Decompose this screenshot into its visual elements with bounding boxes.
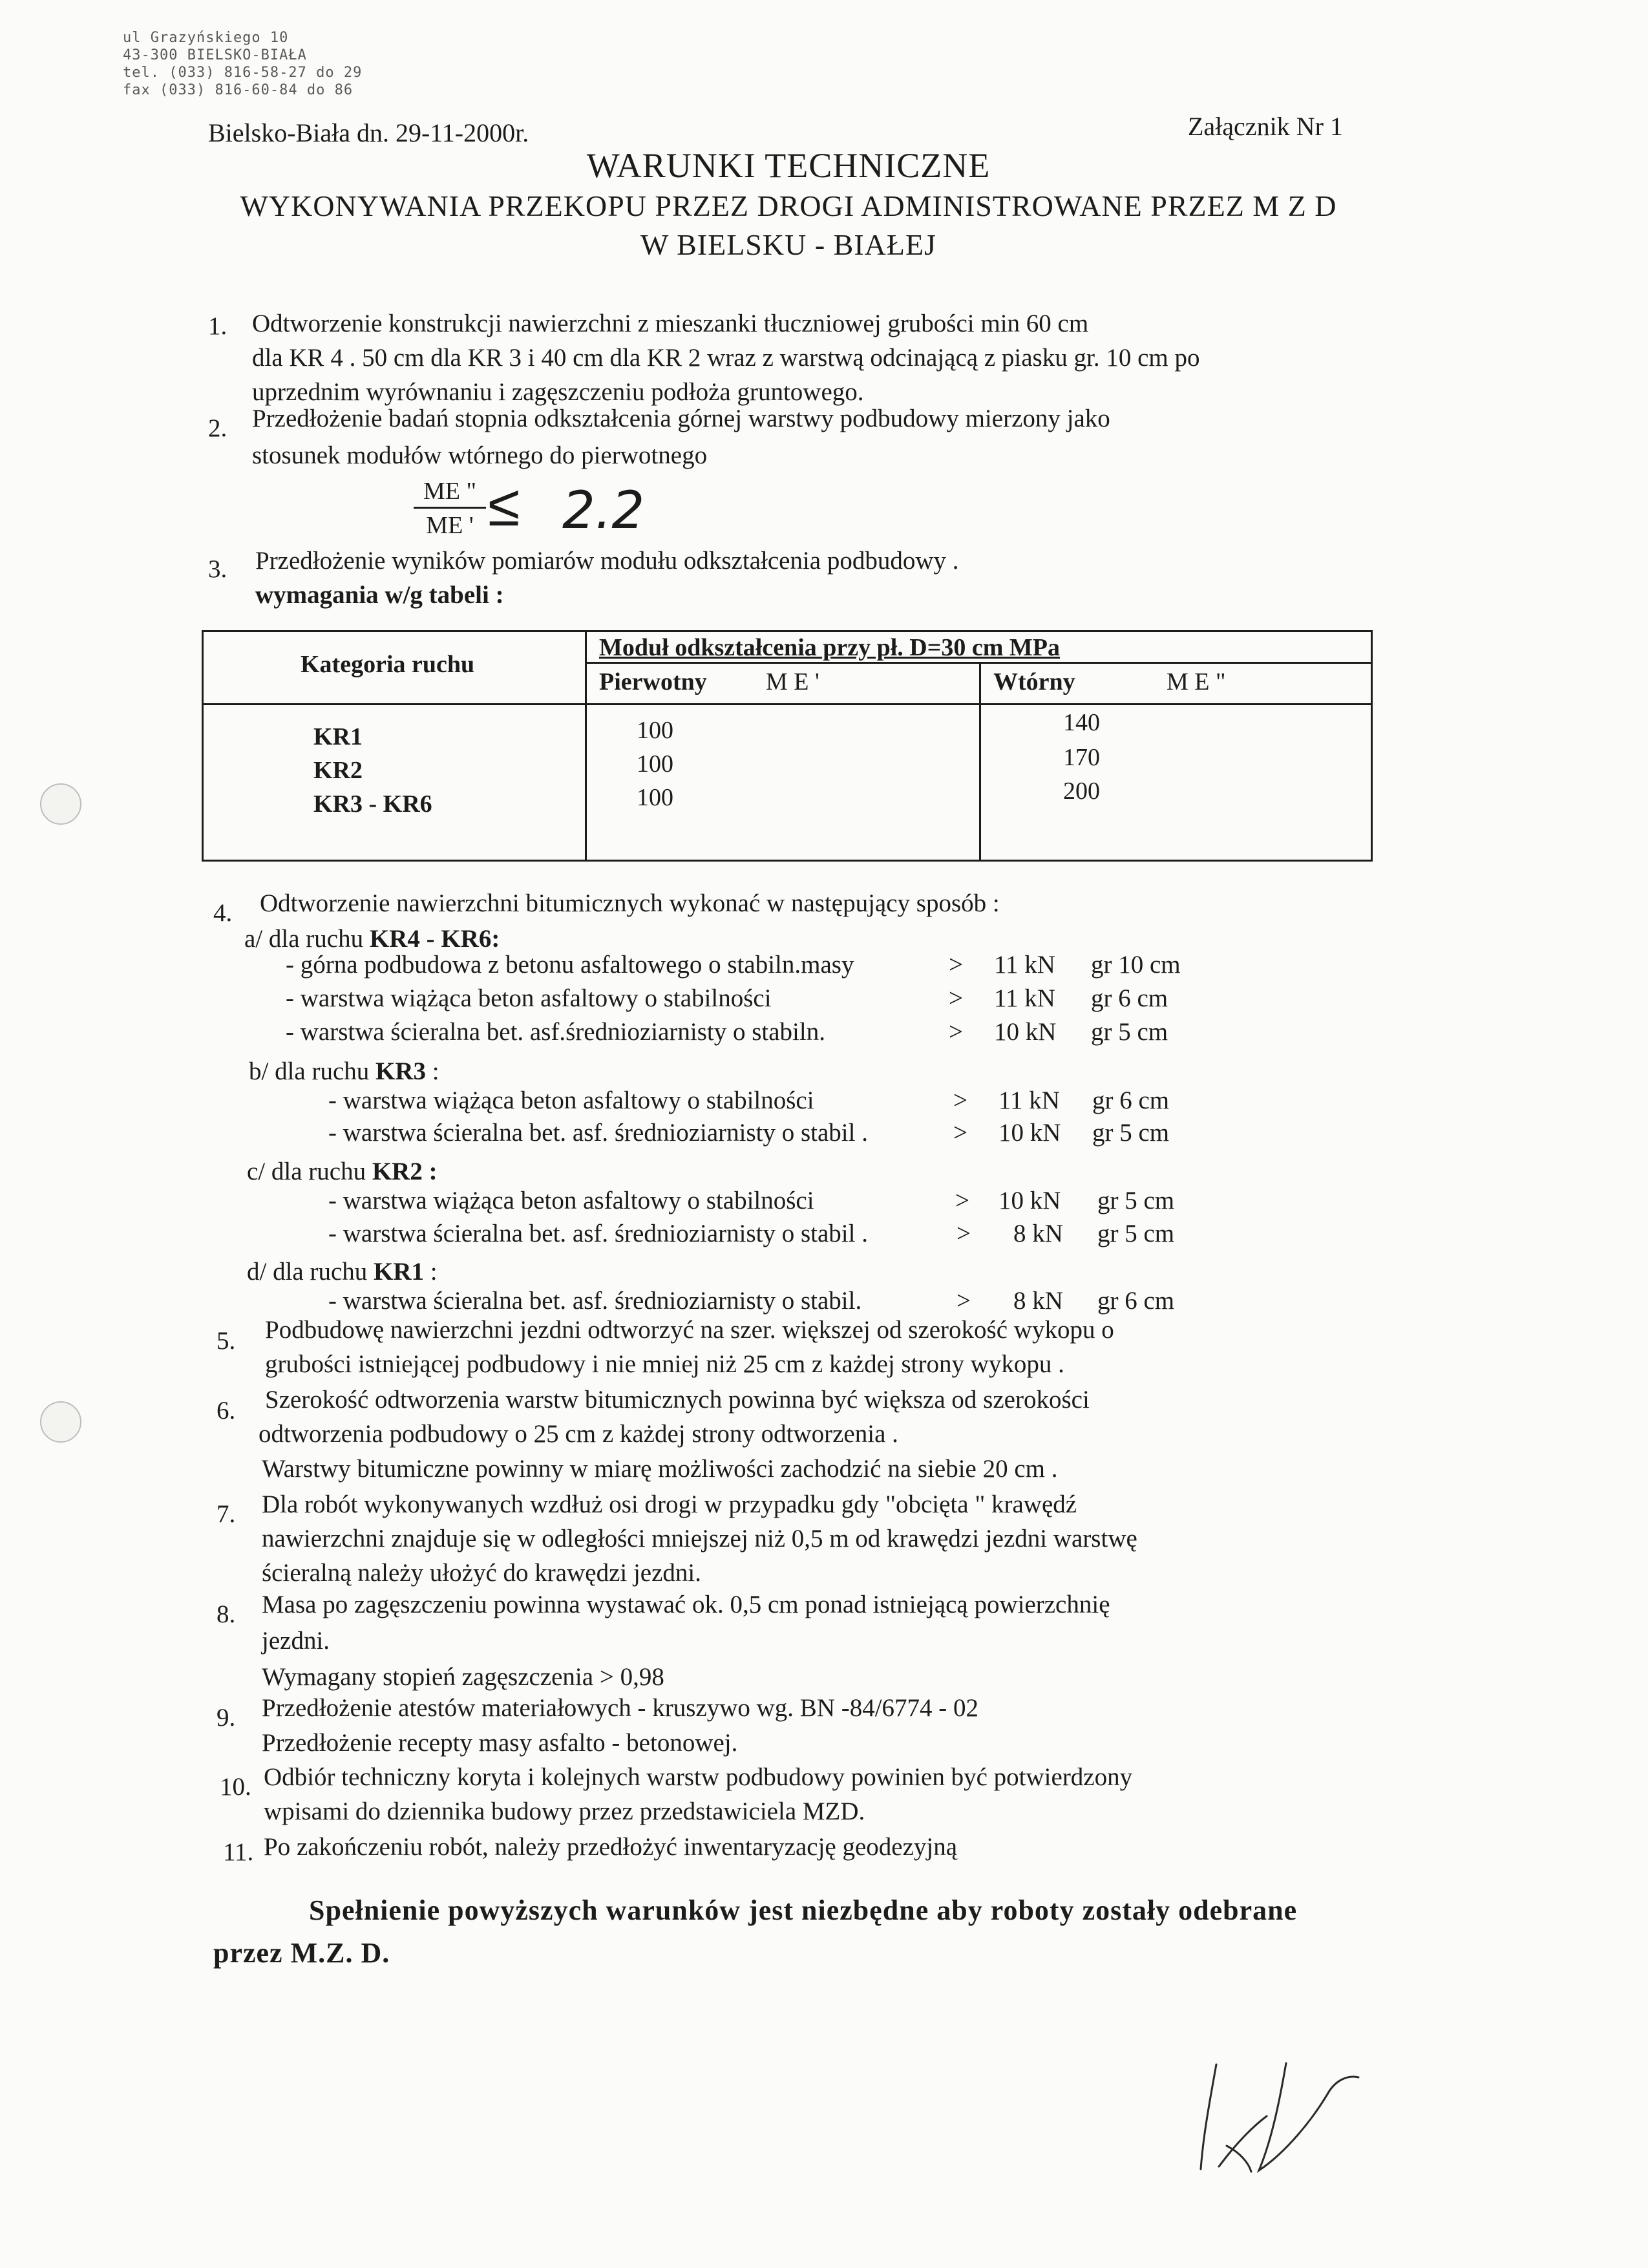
modulus-table <box>202 630 1373 862</box>
layer-spec: - warstwa wiążąca beton asfaltowy o stabilności <box>286 984 772 1012</box>
thickness-value: gr 5 cm <box>1091 1018 1168 1046</box>
stability-value: 10 kN <box>998 1187 1061 1214</box>
item-number: 2. <box>208 414 227 442</box>
item-text: Wymagany stopień zagęszczenia > 0,98 <box>262 1663 664 1691</box>
item-text: odtworzenia podbudowy o 25 cm z każdej strony odtworzenia . <box>259 1420 898 1448</box>
document-subtitle: WYKONYWANIA PRZEKOPU PRZEZ DROGI ADMINISTROWANE PRZEZ M Z D <box>240 189 1337 222</box>
item-text: Odbiór techniczny koryta i kolejnych warstw podbudowy powinien być potwierdzony <box>264 1763 1133 1791</box>
item-number: 1. <box>208 312 227 340</box>
item-number: 7. <box>217 1500 236 1528</box>
table-row-primary: 100 <box>637 784 673 811</box>
stability-value: 10 kN <box>998 1119 1061 1147</box>
traffic-category-heading: a/ dla ruchu KR4 - KR6: <box>244 925 500 953</box>
closing-statement: Spełnienie powyższych warunków jest niezbędne aby roboty zostały odebrane <box>309 1894 1298 1926</box>
greater-than: > <box>956 1287 971 1315</box>
table-divider <box>585 662 1371 664</box>
item-text: Warstwy bitumiczne powinny w miarę możliwości zachodzić na siebie 20 cm . <box>262 1455 1058 1483</box>
traffic-category-heading: b/ dla ruchu KR3 : <box>249 1057 439 1085</box>
thickness-value: gr 6 cm <box>1091 984 1168 1012</box>
table-header-secondary-symbol: M E " <box>1167 668 1226 695</box>
thickness-value: gr 10 cm <box>1091 951 1181 979</box>
item-number: 6. <box>217 1397 236 1425</box>
item-text: Przedłożenie badań stopnia odkształcenia górnej warstwy podbudowy mierzony jako <box>252 405 1110 432</box>
greater-than: > <box>953 1086 967 1114</box>
item-number: 11. <box>223 1838 254 1866</box>
item-text: jezdni. <box>262 1627 330 1655</box>
punch-hole-top <box>40 783 81 825</box>
thickness-value: gr 5 cm <box>1097 1187 1175 1214</box>
greater-than: > <box>956 1220 971 1247</box>
thickness-value: gr 6 cm <box>1097 1287 1175 1315</box>
table-divider <box>585 632 587 860</box>
layer-spec: - warstwa ścieralna bet. asf. średnioziarnisty o stabil . <box>328 1220 868 1247</box>
table-divider <box>204 703 1371 705</box>
item-text: Przedłożenie wyników pomiarów modułu odkształcenia podbudowy . <box>255 547 959 575</box>
item-text: wpisami do dziennika budowy przez przedstawiciela MZD. <box>264 1797 865 1825</box>
stability-value: 8 kN <box>1013 1287 1063 1315</box>
layer-spec: - warstwa ścieralna bet. asf. średnioziarnisty o stabil . <box>328 1119 868 1147</box>
thickness-value: gr 6 cm <box>1092 1086 1170 1114</box>
item-text: uprzednim wyrównaniu i zagęszczeniu podłoża gruntowego. <box>252 378 864 406</box>
table-header-secondary: Wtórny <box>993 668 1075 695</box>
table-row-category: KR1 <box>313 723 363 750</box>
item-number: 3. <box>208 555 227 583</box>
item-text: Szerokość odtworzenia warstw bitumicznych powinna być większa od szerokości <box>265 1386 1090 1414</box>
punch-hole-bottom <box>40 1401 81 1443</box>
greater-than: > <box>949 951 963 979</box>
table-row-secondary: 140 <box>1063 709 1100 736</box>
item-number: 5. <box>217 1327 236 1355</box>
closing-statement: przez M.Z. D. <box>213 1937 390 1969</box>
layer-spec: - warstwa wiążąca beton asfaltowy o stabilności <box>328 1187 814 1214</box>
table-header-primary: Pierwotny <box>599 668 707 695</box>
stability-value: 10 kN <box>994 1018 1057 1046</box>
table-header-primary-symbol: M E ' <box>766 668 819 695</box>
stability-value: 11 kN <box>998 1086 1060 1114</box>
less-equal-sign: ≤ <box>488 472 520 540</box>
table-row-primary: 100 <box>637 717 673 744</box>
layer-spec: - warstwa wiążąca beton asfaltowy o stabilności <box>328 1086 814 1114</box>
item-text: nawierzchni znajduje się w odległości mniejszej niż 0,5 m od krawędzi jezdni warstwę <box>262 1525 1137 1553</box>
item-text: ścieralną należy ułożyć do krawędzi jezdni. <box>262 1559 702 1587</box>
item-text: Odtworzenie konstrukcji nawierzchni z mieszanki tłuczniowej grubości min 60 cm <box>252 310 1089 337</box>
greater-than: > <box>949 984 963 1012</box>
item-text: Po zakończeniu robót, należy przedłożyć inwentaryzację geodezyjną <box>264 1833 958 1861</box>
document-title: WARUNKI TECHNICZNE <box>586 146 991 185</box>
traffic-category-heading: d/ dla ruchu KR1 : <box>247 1258 438 1286</box>
stamp-fax: fax (033) 816-60-84 do 86 <box>123 82 354 98</box>
ratio-fraction <box>414 477 486 540</box>
item-text: stosunek modułów wtórnego do pierwotnego <box>252 441 708 469</box>
stamp-street: ul Grazyńskiego 10 <box>123 30 289 46</box>
layer-spec: - górna podbudowa z betonu asfaltowego o stabiln.masy <box>286 951 854 979</box>
item-text: Odtworzenie nawierzchni bitumicznych wykonać w następujący sposób : <box>260 889 1000 917</box>
annex-number: Załącznik Nr 1 <box>1188 112 1343 141</box>
stability-value: 11 kN <box>994 984 1055 1012</box>
thickness-value: gr 5 cm <box>1092 1119 1170 1147</box>
item-text: grubości istniejącej podbudowy i nie mniej niż 25 cm z każdej strony wykopu . <box>265 1350 1064 1378</box>
stability-value: 8 kN <box>1013 1220 1063 1247</box>
table-row-secondary: 170 <box>1063 744 1100 771</box>
address-stamp <box>123 29 362 99</box>
layer-spec: - warstwa ścieralna bet. asf. średnioziarnisty o stabil. <box>328 1287 862 1315</box>
ratio-numerator: ME " <box>423 478 476 505</box>
modulus-ratio-formula <box>414 472 646 542</box>
ratio-limit: 2.2 <box>562 480 645 540</box>
item-number: 9. <box>217 1704 236 1732</box>
stamp-phone: tel. (033) 816-58-27 do 29 <box>123 65 363 81</box>
item-text: Przedłożenie recepty masy asfalto - betonowej. <box>262 1729 738 1757</box>
item-text: Dla robót wykonywanych wzdłuż osi drogi w przypadku gdy "obcięta " krawędź <box>262 1490 1077 1518</box>
traffic-category-heading: c/ dla ruchu KR2 : <box>247 1158 438 1185</box>
item-number: 4. <box>213 899 233 927</box>
table-header-category: Kategoria ruchu <box>301 651 475 678</box>
layer-spec: - warstwa ścieralna bet. asf.średnioziarnisty o stabiln. <box>286 1018 825 1046</box>
fraction-bar <box>414 507 486 509</box>
table-row-category: KR3 - KR6 <box>313 790 432 818</box>
item-text: Przedłożenie atestów materiałowych - kruszywo wg. BN -84/6774 - 02 <box>262 1694 979 1722</box>
item-number: 8. <box>217 1600 236 1628</box>
greater-than: > <box>953 1119 967 1147</box>
stamp-city: 43-300 BIELSKO-BIAŁA <box>123 47 307 63</box>
document-subtitle-city: W BIELSKU - BIAŁEJ <box>640 228 936 261</box>
greater-than: > <box>949 1018 963 1046</box>
greater-than: > <box>955 1187 969 1214</box>
table-row-category: KR2 <box>313 757 363 784</box>
handwritten-signature <box>1189 2049 1370 2178</box>
ratio-denominator: ME ' <box>426 512 474 539</box>
item-number: 10. <box>220 1773 251 1801</box>
item-text: dla KR 4 . 50 cm dla KR 3 i 40 cm dla KR 2 wraz z warstwą odcinającą z piasku gr. 10 cm po <box>252 344 1200 372</box>
table-divider <box>979 662 981 860</box>
place-date: Bielsko-Biała dn. 29-11-2000r. <box>208 118 529 147</box>
item-text: wymagania w/g tabeli : <box>255 581 504 609</box>
item-text: Podbudowę nawierzchni jezdni odtworzyć na szer. większej od szerokość wykopu o <box>265 1316 1114 1344</box>
stability-value: 11 kN <box>994 951 1055 979</box>
thickness-value: gr 5 cm <box>1097 1220 1175 1247</box>
table-row-secondary: 200 <box>1063 778 1100 805</box>
item-text: Masa po zagęszczeniu powinna wystawać ok. 0,5 cm ponad istniejącą powierzchnię <box>262 1591 1110 1618</box>
table-header-modulus: Moduł odkształcenia przy pł. D=30 cm MPa <box>599 634 1061 661</box>
table-row-primary: 100 <box>637 750 673 778</box>
